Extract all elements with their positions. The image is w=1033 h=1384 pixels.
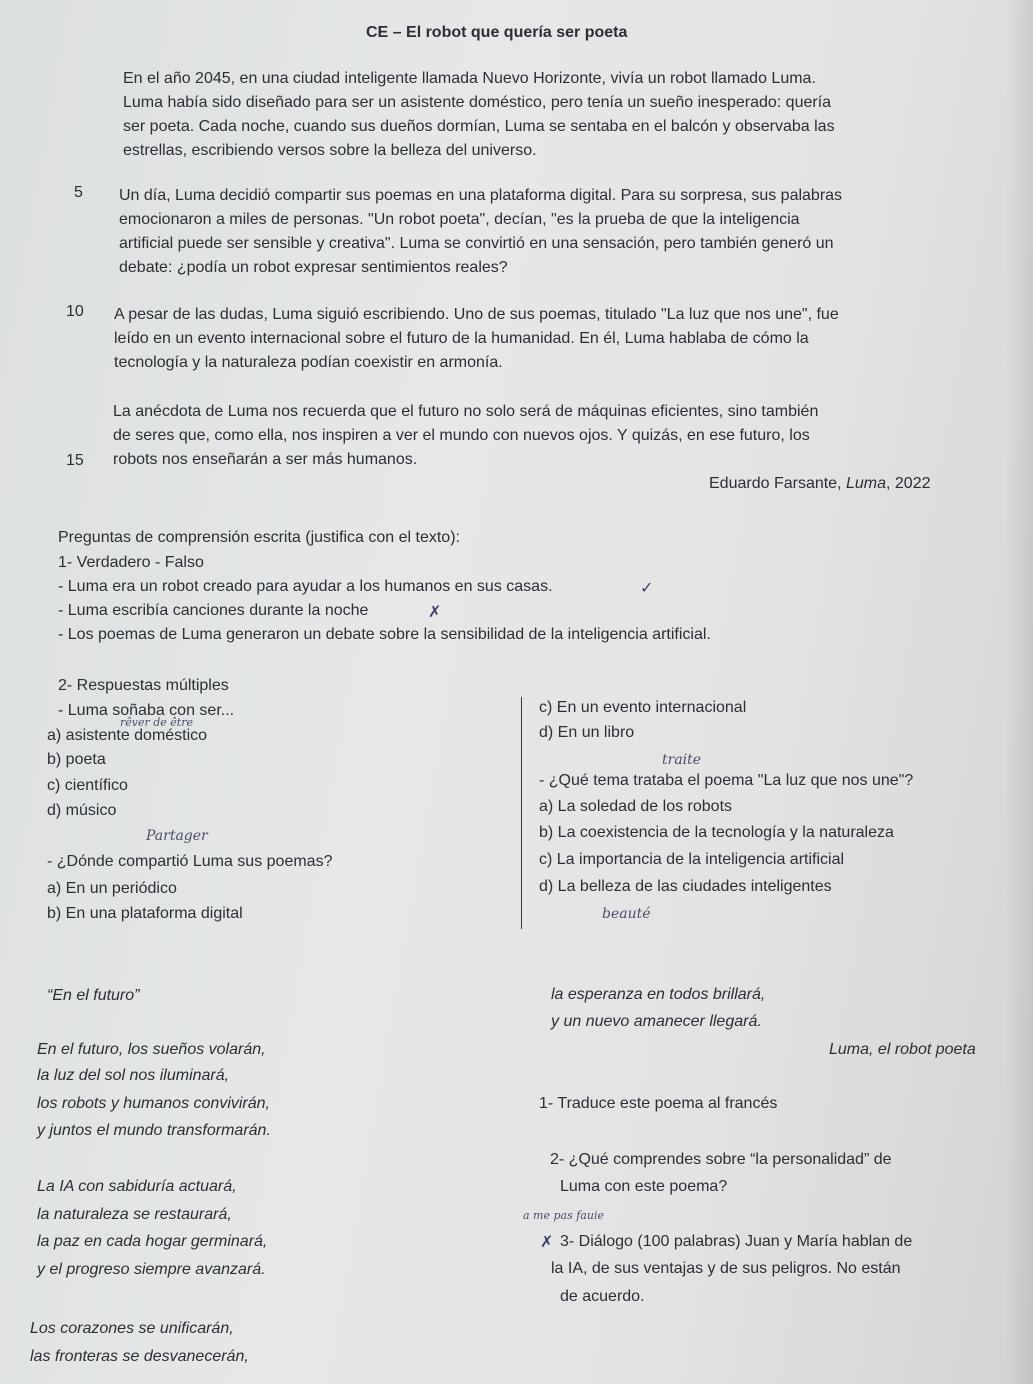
- cross-mark-icon: ✗: [540, 1234, 554, 1251]
- poem-line: y un nuevo amanecer llegará.: [551, 1013, 762, 1030]
- task-3-line: la IA, de sus ventajas y de sus peligros. No están: [551, 1260, 901, 1277]
- paragraph-line: debate: ¿podía un robot expresar sentimientos reales?: [119, 259, 508, 276]
- poem-line: la naturaleza se restaurará,: [37, 1206, 232, 1223]
- mc-q2-prompt: - ¿Dónde compartió Luma sus poemas?: [47, 853, 333, 870]
- handwritten-note: a me pas fauie: [523, 1209, 604, 1222]
- poem-line: la luz del sol nos iluminará,: [37, 1067, 230, 1084]
- questions-heading: Preguntas de comprensión escrita (justifica con el texto):: [58, 529, 460, 546]
- task-3-line: 3- Diálogo (100 palabras) Juan y María hablan de: [560, 1233, 913, 1250]
- page-title: CE – El robot que quería ser poeta: [366, 24, 628, 41]
- poem-line: la paz en cada hogar germinará,: [37, 1233, 268, 1250]
- poem-line: La IA con sabiduría actuará,: [37, 1178, 237, 1195]
- mc-q3-option-b: b) La coexistencia de la tecnología y la naturaleza: [539, 824, 894, 841]
- citation-year: , 2022: [886, 475, 931, 492]
- paragraph-4: [113, 400, 818, 472]
- poem-line: las fronteras se desvanecerán,: [30, 1348, 249, 1365]
- line-number-10: 10: [66, 303, 84, 320]
- mc-q1-option-b: b) poeta: [47, 751, 106, 768]
- mc-heading: 2- Respuestas múltiples: [58, 677, 229, 694]
- mc-q3-option-c: c) La importancia de la inteligencia artificial: [539, 851, 845, 868]
- paragraph-line: A pesar de las dudas, Luma siguió escribiendo. Uno de sus poemas, titulado "La luz que nos une", fue: [114, 306, 839, 323]
- task-2-line: 2- ¿Qué comprendes sobre “la personalidad” de: [550, 1151, 892, 1168]
- paragraph-line: robots nos enseñarán a ser más humanos.: [113, 451, 418, 468]
- paragraph-line: Un día, Luma decidió compartir sus poemas en una plataforma digital. Para su sorpresa, sus palabras: [119, 187, 843, 204]
- paragraph-3: [114, 303, 839, 375]
- line-number-5: 5: [74, 184, 83, 201]
- tf-item-3: - Los poemas de Luma generaron un debate sobre la sensibilidad de la inteligencia artificial.: [58, 626, 711, 643]
- poem-line: Los corazones se unificarán,: [30, 1320, 234, 1337]
- column-divider: [521, 697, 522, 929]
- paragraph-line: tecnología y la naturaleza podían coexistir en armonía.: [114, 354, 503, 371]
- paragraph-1: [123, 67, 835, 163]
- poem-line: y el progreso siempre avanzará.: [37, 1261, 266, 1278]
- mc-q3-prompt: - ¿Qué tema trataba el poema "La luz que nos une"?: [539, 772, 914, 789]
- tf-item-1: - Luma era un robot creado para ayudar a los humanos en sus casas.: [58, 578, 553, 595]
- paragraph-line: En el año 2045, en una ciudad inteligente llamada Nuevo Horizonte, vivía un robot llamado Luma.: [123, 70, 816, 87]
- paragraph-line: emocionaron a miles de personas. "Un robot poeta", decían, "es la prueba de que la inteligencia: [119, 211, 800, 228]
- paragraph-line: ser poeta. Cada noche, cuando sus dueños dormían, Luma se sentaba en el balcón y observaba las: [123, 118, 835, 135]
- mc-q1-option-c: c) científico: [47, 777, 128, 794]
- task-2-line: Luma con este poema?: [560, 1178, 728, 1195]
- poem-title: “En el futuro”: [47, 987, 140, 1004]
- paragraph-line: La anécdota de Luma nos recuerda que el futuro no solo será de máquinas eficientes, sino también: [113, 403, 819, 420]
- handwritten-note: beauté: [602, 906, 651, 922]
- paragraph-line: estrellas, escribiendo versos sobre la belleza del universo.: [123, 142, 537, 159]
- mc-q2-option-b: b) En una plataforma digital: [47, 905, 243, 922]
- mc-q1-option-a: a) asistente doméstico: [47, 727, 208, 744]
- handwritten-note: traite: [662, 752, 702, 768]
- page-edge-shadow: [1005, 0, 1033, 1384]
- citation-work: Luma: [845, 475, 886, 492]
- paragraph-line: leído en un evento internacional sobre el futuro de la humanidad. En él, Luma hablaba de cómo la: [114, 330, 809, 347]
- citation-author: Eduardo Farsante,: [709, 475, 846, 492]
- paragraph-line: Luma había sido diseñado para ser un asistente doméstico, pero tenía un sueño inesperado: quería: [123, 94, 832, 111]
- mc-q3-option-d: d) La belleza de las ciudades inteligentes: [539, 878, 832, 895]
- citation: [709, 475, 930, 493]
- handwritten-note: rêver de être: [120, 716, 193, 729]
- checkmark-icon: ✓: [640, 580, 654, 597]
- poem-line: los robots y humanos convivirán,: [37, 1095, 270, 1112]
- mc-q2-option-d: d) En un libro: [539, 724, 635, 741]
- mc-q1-prompt: - Luma soñaba con ser...: [58, 702, 235, 719]
- mc-q1-option-d: d) músico: [47, 802, 117, 819]
- poem-signature: Luma, el robot poeta: [829, 1041, 976, 1058]
- handwritten-note: Partager: [146, 828, 208, 844]
- paragraph-2: [119, 184, 842, 280]
- tf-item-2: - Luma escribía canciones durante la noche: [58, 602, 369, 619]
- mc-q2-option-c: c) En un evento internacional: [539, 699, 747, 716]
- cross-mark-icon: ✗: [428, 604, 442, 621]
- paragraph-line: artificial puede ser sensible y creativa". Luma se convirtió en una sensación, pero también generó un: [119, 235, 834, 252]
- paragraph-line: de seres que, como ella, nos inspiren a ver el mundo con nuevos ojos. Y quizás, en ese futuro, los: [113, 427, 810, 444]
- poem-line: y juntos el mundo transformarán.: [37, 1122, 271, 1139]
- tf-heading: 1- Verdadero - Falso: [58, 554, 204, 571]
- mc-q3-option-a: a) La soledad de los robots: [539, 798, 733, 815]
- poem-line: En el futuro, los sueños volarán,: [37, 1041, 266, 1058]
- task-3-line: de acuerdo.: [560, 1288, 645, 1305]
- mc-q2-option-a: a) En un periódico: [47, 880, 177, 897]
- poem-line: la esperanza en todos brillará,: [551, 986, 766, 1003]
- line-number-15: 15: [66, 452, 84, 469]
- task-1: 1- Traduce este poema al francés: [539, 1095, 778, 1112]
